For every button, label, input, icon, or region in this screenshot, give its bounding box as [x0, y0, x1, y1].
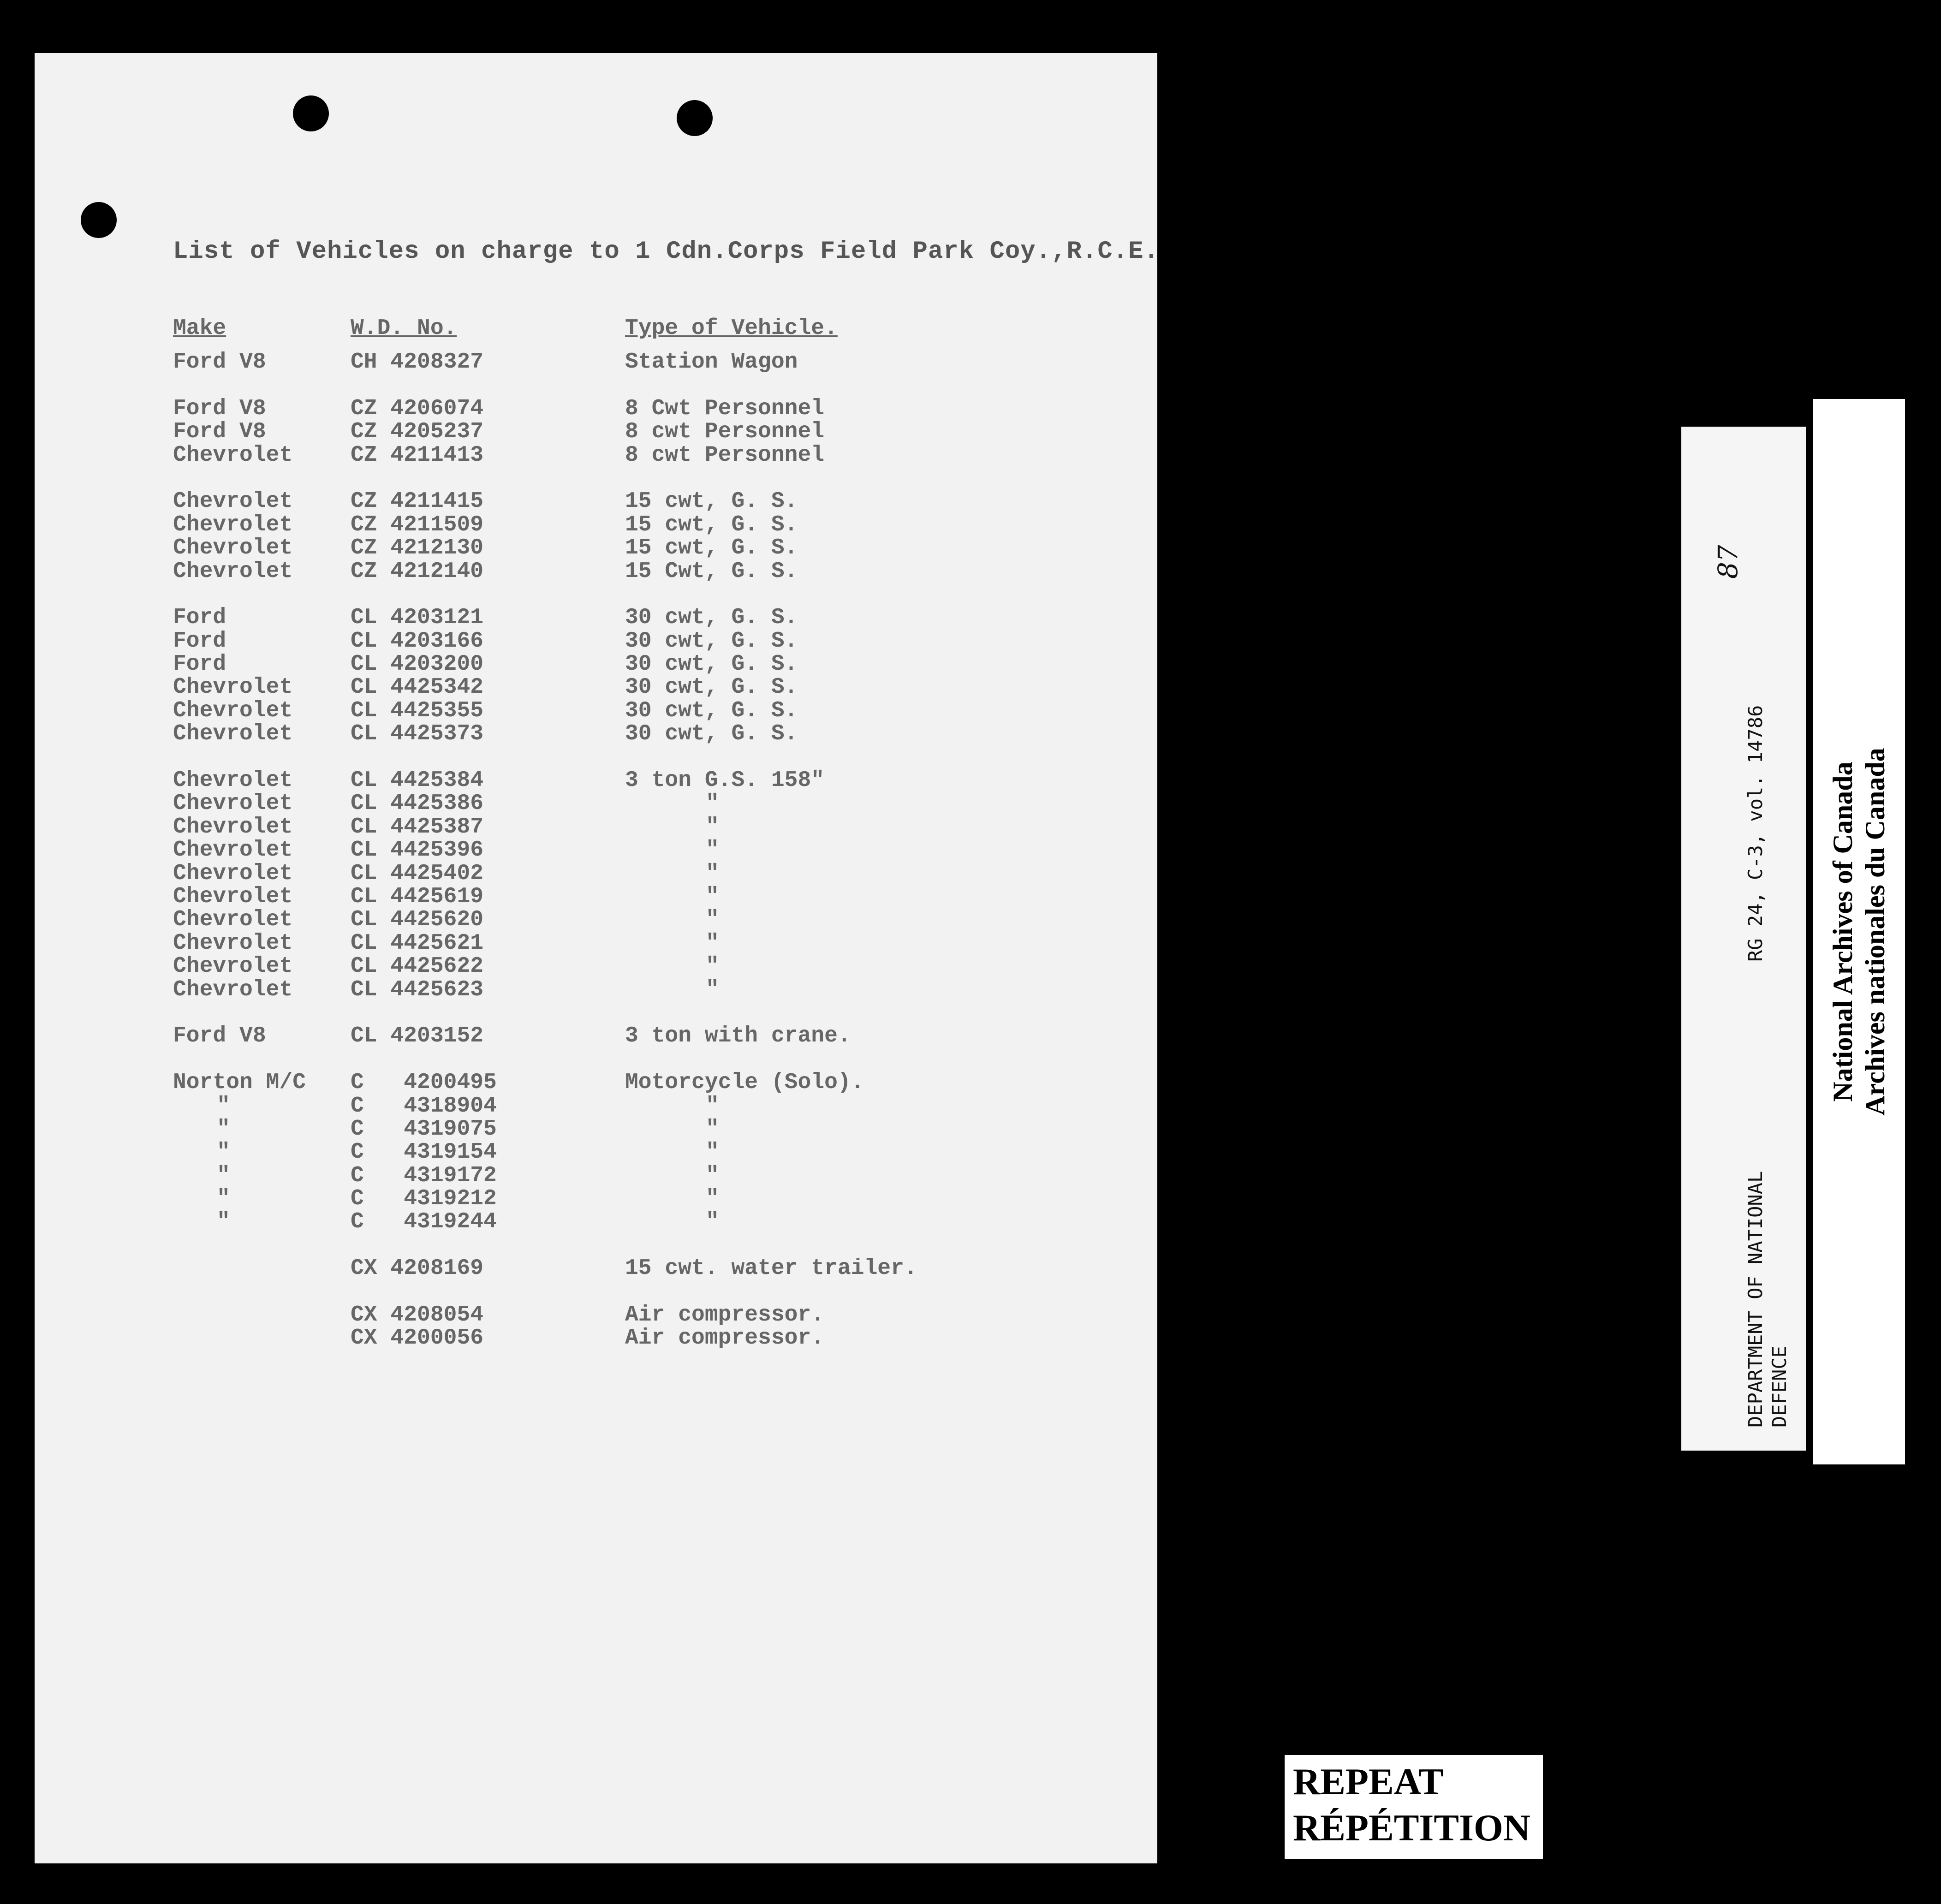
vehicle-make: Chevrolet: [173, 862, 293, 885]
document-page: [35, 53, 1157, 1863]
vehicle-type: 8 Cwt Personnel: [625, 397, 825, 421]
group-spacer: [173, 467, 367, 490]
group-spacer: [625, 1280, 1086, 1303]
group-spacer: [173, 1001, 367, 1024]
vehicle-type: 15 cwt, G. S.: [625, 536, 798, 560]
vehicle-make: Chevrolet: [173, 722, 293, 746]
national-archives-strip: [1813, 399, 1905, 1464]
vehicle-make: Ford V8: [173, 420, 266, 444]
vehicle-make: Chevrolet: [173, 839, 293, 862]
vehicle-type: 8 cwt Personnel: [625, 420, 825, 444]
archives-name-french: Archives nationales du Canada: [1860, 748, 1890, 1116]
vehicle-wd-number: CX 4208169: [351, 1257, 484, 1280]
make-header: Make: [173, 316, 226, 341]
vehicle-type: 8 cwt Personnel: [625, 443, 825, 467]
punch-hole: [677, 100, 713, 136]
vehicle-type: ": [706, 1187, 719, 1211]
vehicle-wd-number: CL 4425386: [351, 792, 484, 815]
vehicle-wd-number: CL 4425621: [351, 931, 484, 955]
vehicle-wd-number: C 4200495: [351, 1071, 497, 1095]
vehicle-make: Chevrolet: [173, 699, 293, 723]
group-spacer: [173, 1234, 367, 1257]
vehicle-make: ": [217, 1141, 230, 1164]
vehicle-type: 15 Cwt, G. S.: [625, 559, 798, 583]
vehicle-wd-number: CL 4425396: [351, 839, 484, 862]
vehicle-wd-number: CL 4425384: [351, 769, 484, 792]
vehicle-wd-number: C 4318904: [351, 1094, 497, 1118]
vehicle-type-column: [625, 307, 1086, 1350]
vehicle-type: ": [706, 1094, 719, 1118]
group-spacer: [351, 1001, 609, 1024]
vehicle-make: Chevrolet: [173, 559, 293, 583]
vehicle-type: ": [706, 815, 719, 839]
group-spacer: [351, 374, 609, 397]
group-spacer: [173, 583, 367, 606]
archive-reference-label: [1681, 427, 1806, 1451]
vehicle-type: Motorcycle (Solo).: [625, 1071, 864, 1095]
vehicle-type: 15 cwt, G. S.: [625, 513, 798, 537]
vehicle-wd-number: C 4319154: [351, 1141, 497, 1164]
wd-no-column: [351, 307, 609, 1350]
vehicle-wd-number: CL 4203121: [351, 606, 484, 630]
vehicle-type: 30 cwt, G. S.: [625, 653, 798, 676]
vehicle-type: 30 cwt, G. S.: [625, 676, 798, 699]
punch-hole: [81, 202, 117, 238]
vehicle-make: Chevrolet: [173, 978, 293, 1001]
vehicle-wd-number: CL 4203152: [351, 1024, 484, 1048]
vehicle-wd-number: CL 4425622: [351, 955, 484, 978]
group-spacer: [625, 1048, 1086, 1071]
vehicle-type: ": [706, 1164, 719, 1188]
document-title: List of Vehicles on charge to 1 Cdn.Corps Field Park Coy.,R.C.E.: [173, 238, 1159, 266]
vehicle-wd-number: CX 4208054: [351, 1303, 484, 1327]
vehicle-type: Air compressor.: [625, 1303, 825, 1327]
vehicle-wd-number: C 4319172: [351, 1164, 497, 1188]
dossier-number: 87: [1712, 545, 1744, 579]
vehicle-type: 30 cwt, G. S.: [625, 699, 798, 723]
vehicle-make: Chevrolet: [173, 536, 293, 560]
vehicle-make: Chevrolet: [173, 955, 293, 978]
vehicle-wd-number: CZ 4212130: [351, 536, 484, 560]
vehicle-make: Norton M/C: [173, 1071, 306, 1095]
archive-reference: RG 24, C-3, vol. 14786: [1744, 705, 1767, 962]
group-spacer: [625, 467, 1086, 490]
vehicle-make: Ford V8: [173, 1024, 266, 1048]
vehicle-wd-number: C 4319244: [351, 1210, 497, 1234]
vehicle-wd-number: CZ 4206074: [351, 397, 484, 421]
vehicle-make: ": [217, 1187, 230, 1211]
vehicle-type-header: Type of Vehicle.: [625, 316, 838, 341]
group-spacer: [351, 1280, 609, 1303]
vehicle-make: Chevrolet: [173, 443, 293, 467]
vehicle-make: Chevrolet: [173, 885, 293, 909]
repeat-stamp-line-1: REPEAT: [1293, 1761, 1444, 1803]
group-spacer: [351, 746, 609, 769]
department-english: DEPARTMENT OF NATIONAL DEFENCE: [1744, 1171, 1791, 1428]
group-spacer: [173, 746, 367, 769]
vehicle-make: Chevrolet: [173, 490, 293, 513]
wd-no-header: W.D. No.: [351, 316, 457, 341]
vehicle-type: Air compressor.: [625, 1327, 825, 1350]
vehicle-wd-number: CX 4200056: [351, 1327, 484, 1350]
vehicle-type: ": [706, 931, 719, 955]
vehicle-wd-number: CL 4203166: [351, 629, 484, 653]
vehicle-make: [173, 1257, 367, 1280]
vehicle-type: ": [706, 839, 719, 862]
group-spacer: [351, 1234, 609, 1257]
make-column-body: [173, 351, 367, 1350]
vehicle-make: [173, 1327, 367, 1350]
vehicle-type-column-body: [625, 351, 1086, 1350]
vehicle-make: Chevrolet: [173, 676, 293, 699]
vehicle-type: ": [706, 1210, 719, 1234]
vehicle-type: ": [706, 1117, 719, 1141]
vehicle-make: ": [217, 1164, 230, 1188]
vehicle-type: ": [706, 792, 719, 815]
vehicle-wd-number: CL 4203200: [351, 653, 484, 676]
vehicle-wd-number: CL 4425623: [351, 978, 484, 1001]
vehicle-wd-number: CZ 4211415: [351, 490, 484, 513]
vehicle-type: Station Wagon: [625, 351, 798, 374]
vehicle-type: 3 ton G.S. 158": [625, 769, 825, 792]
vehicle-make: [173, 1303, 367, 1327]
vehicle-type: 15 cwt, G. S.: [625, 490, 798, 513]
vehicle-wd-number: CH 4208327: [351, 351, 484, 374]
vehicle-type: ": [706, 885, 719, 909]
vehicle-type: 30 cwt, G. S.: [625, 722, 798, 746]
vehicle-make: Ford: [173, 629, 226, 653]
vehicle-wd-number: C 4319212: [351, 1187, 497, 1211]
vehicle-wd-number: CL 4425387: [351, 815, 484, 839]
vehicle-type: ": [706, 978, 719, 1001]
archives-name-english: National Archives of Canada: [1828, 762, 1858, 1102]
vehicle-make: Chevrolet: [173, 792, 293, 815]
vehicle-make: ": [217, 1210, 230, 1234]
group-spacer: [351, 1048, 609, 1071]
group-spacer: [625, 583, 1086, 606]
vehicle-make: Chevrolet: [173, 931, 293, 955]
group-spacer: [173, 1048, 367, 1071]
repeat-stamp: [1285, 1755, 1543, 1859]
vehicle-wd-number: CL 4425373: [351, 722, 484, 746]
group-spacer: [351, 583, 609, 606]
vehicle-make: Chevrolet: [173, 815, 293, 839]
vehicle-wd-number: CL 4425620: [351, 908, 484, 932]
vehicle-make: Ford V8: [173, 397, 266, 421]
vehicle-type: 3 ton with crane.: [625, 1024, 851, 1048]
group-spacer: [173, 374, 367, 397]
vehicle-wd-number: CZ 4211413: [351, 443, 484, 467]
vehicle-type: ": [706, 1141, 719, 1164]
make-column: [173, 307, 367, 1350]
vehicle-wd-number: CZ 4212140: [351, 559, 484, 583]
punch-hole: [293, 95, 329, 131]
vehicle-make: Ford: [173, 653, 226, 676]
vehicle-wd-number: CL 4425619: [351, 885, 484, 909]
group-spacer: [625, 1001, 1086, 1024]
group-spacer: [625, 1234, 1086, 1257]
vehicle-make: Chevrolet: [173, 769, 293, 792]
vehicle-make: ": [217, 1117, 230, 1141]
group-spacer: [173, 1280, 367, 1303]
vehicle-type: ": [706, 908, 719, 932]
group-spacer: [351, 467, 609, 490]
vehicle-make: ": [217, 1094, 230, 1118]
vehicle-wd-number: CL 4425342: [351, 676, 484, 699]
vehicle-type: 15 cwt. water trailer.: [625, 1257, 917, 1280]
vehicle-type: 30 cwt, G. S.: [625, 606, 798, 630]
vehicle-type: ": [706, 955, 719, 978]
wd-no-column-body: [351, 351, 609, 1350]
vehicle-make: Ford V8: [173, 351, 266, 374]
vehicle-wd-number: CL 4425355: [351, 699, 484, 723]
group-spacer: [625, 746, 1086, 769]
vehicle-type: 30 cwt, G. S.: [625, 629, 798, 653]
vehicle-wd-number: CL 4425402: [351, 862, 484, 885]
vehicle-make: Chevrolet: [173, 908, 293, 932]
vehicle-make: Ford: [173, 606, 226, 630]
repeat-stamp-line-2: RÉPÉTITION: [1293, 1807, 1530, 1849]
vehicle-type: ": [706, 862, 719, 885]
vehicle-wd-number: CZ 4205237: [351, 420, 484, 444]
vehicle-make: Chevrolet: [173, 513, 293, 537]
vehicle-wd-number: CZ 4211509: [351, 513, 484, 537]
vehicle-wd-number: C 4319075: [351, 1117, 497, 1141]
group-spacer: [625, 374, 1086, 397]
